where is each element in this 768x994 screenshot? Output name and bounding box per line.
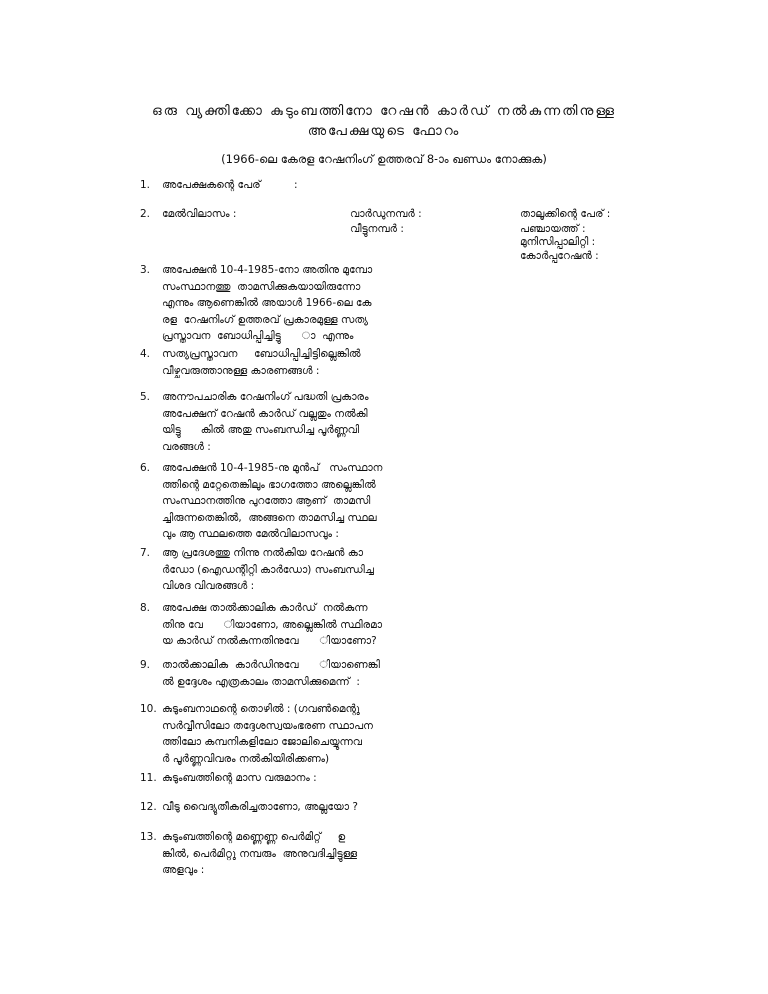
item-text: കുടുംബത്തിന്റെ മണ്ണെണ്ണ പെർമിറ്റ് ഉ ങ്കിൽ, പെർമിറ്റു നമ്പരും അനുവദിച്ചിട്ടുള്ള അളവും :	[162, 831, 358, 876]
corporation-label: കോർപ്പറേഷൻ :	[520, 250, 599, 262]
item-text: കുടുംബനാഥന്റെ തൊഴിൽ : (ഗവൺമെന്റു സർവ്വീസിലോ തദ്ദേശസ്വയംഭരണ സ്ഥാപന ത്തിലോ കമ്പനികളിലോ ജോലിചെയ്യുന്നവ ർ പൂർണ്ണവിവരം നൽകിയിരിക്കണം)	[162, 703, 373, 765]
item-number: 1.	[140, 179, 151, 191]
item-number: 13.	[140, 831, 157, 843]
item-text: അപേക്ഷ താൽക്കാലിക കാർഡ് നൽകുന്ന തിനു വേ ിയാണോ, അല്ലെങ്കിൽ സ്ഥിരമാ യ കാർഡ് നൽകുന്നതിനുവേ ിയാണോ?	[162, 602, 383, 647]
item-text: അപേക്ഷകന്റെ പേര് :	[162, 179, 298, 191]
item-text: സത്യപ്രസ്താവന ബോധിപ്പിച്ചിട്ടില്ലെങ്കിൽ വീഴ്ചവരുത്താനുള്ള കാരണങ്ങൾ :	[162, 348, 361, 377]
item-number: 11.	[140, 772, 157, 784]
taluk-label: താലൂക്കിന്റെ പേര് :	[520, 208, 611, 220]
item-number: 4.	[140, 348, 151, 360]
item-text: താൽക്കാലിക കാർഡിനുവേ ിയാണെങ്കി ൽ ഉദ്ദേശം എത്രകാലം താമസിക്കുമെന്ന് :	[162, 659, 380, 688]
ward-number-label: വാർഡുനമ്പർ :	[350, 208, 422, 220]
form-subtitle: (1966-ലെ കേരള റേഷനിംഗ് ഉത്തരവ് 8-ാം ഖണ്ഡം നോക്കുക)	[221, 152, 547, 166]
item-number: 7.	[140, 547, 151, 559]
item-text: വീടു വൈദ്യുതീകരിച്ചതാണോ, അല്ലയോ ?	[162, 801, 358, 813]
form-title-line-1: ഒരു വ്യക്തിക്കോ കുടുംബത്തിനോ റേഷൻ കാർഡ് നൽകുന്നതിനുള്ള	[152, 103, 616, 119]
item-text: അപേക്ഷൻ 10-4-1985-നു മുൻപ് സംസ്ഥാന ത്തിന്റെ മറ്റേതെങ്കിലും ഭാഗത്തോ അല്ലെങ്കിൽ സംസ്ഥാനത്തിനു പുറത്തോ ആണ് താമസി ച്ചിരുന്നതെങ്കിൽ, അങ്ങനെ താമസിച്ച സ്ഥല വും ആ സ്ഥലത്തെ മേൽവിലാസവും :	[162, 462, 383, 540]
form-title-line-2: അപേക്ഷയുടെ ഫോറം	[307, 123, 461, 139]
item-number: 12.	[140, 801, 157, 813]
item-number: 3.	[140, 264, 151, 276]
panchayat-label: പഞ്ചായത്ത് :	[520, 223, 586, 235]
item-number: 10.	[140, 703, 157, 715]
item-number: 9.	[140, 659, 151, 671]
municipality-label: മുനിസിപ്പാലിറ്റി :	[520, 236, 596, 248]
item-number: 6.	[140, 462, 151, 474]
item-text: കുടുംബത്തിന്റെ മാസ വരുമാനം :	[162, 772, 317, 784]
item-number: 8.	[140, 602, 151, 614]
item-text: ആ പ്രദേശത്തു നിന്നു നൽകിയ റേഷൻ കാ ർഡോ (ഐഡന്റിറ്റി കാർഡോ) സംബന്ധിച്ച വിശദ വിവരങ്ങൾ :	[162, 547, 374, 592]
item-text: അനൗപചാരിക റേഷനിംഗ് പദ്ധതി പ്രകാരം അപേക്ഷന് റേഷൻ കാർഡ് വല്ലതും നൽകി യിട്ടു കിൽ അതു സംബന്ധിച്ച പൂർണ്ണവി വരങ്ങൾ :	[162, 391, 369, 453]
house-number-label: വീട്ടുനമ്പർ :	[350, 223, 404, 235]
item-number: 2.	[140, 208, 151, 220]
item-text: അപേക്ഷൻ 10-4-1985-നോ അതിനു മുമ്പോ സംസ്ഥാനത്തു താമസിക്കുകയായിരുന്നോ എന്നും ആണെങ്കിൽ അയാൾ 1966-ലെ കേ രള റേഷനിംഗ് ഉത്തരവ് പ്രകാരമുള്ള സത്യ പ്രസ്താവന ബോധിപ്പിച്ചിട്ടു ാ എന്നും	[162, 264, 373, 342]
item-text: മേൽവിലാസം :	[162, 208, 237, 220]
item-number: 5.	[140, 391, 151, 403]
